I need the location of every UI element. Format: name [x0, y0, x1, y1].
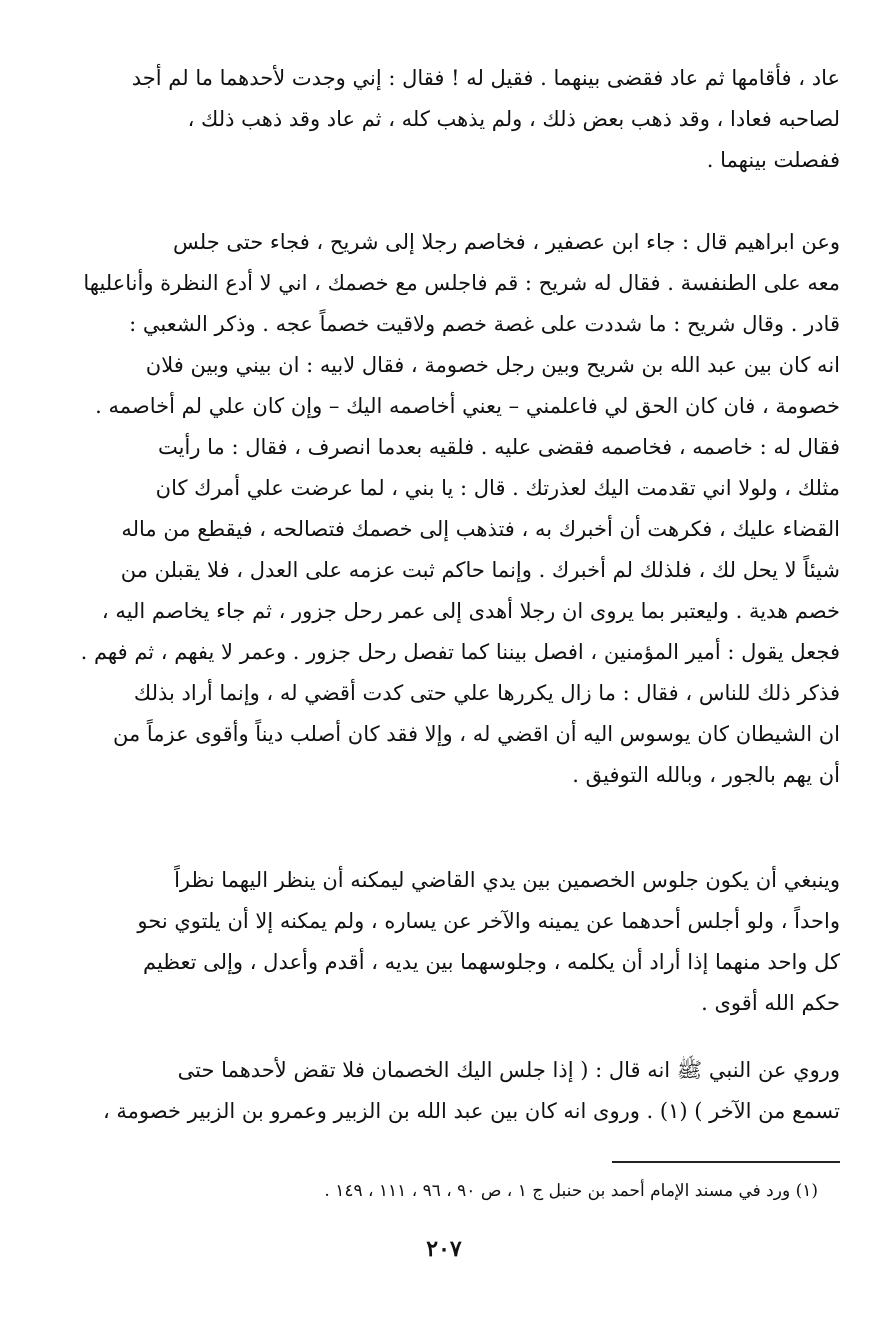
footnote: (١) ورد في مسند الإمام أحمد بن حنبل ج ١ ، ص ٩٠ ، ٩٦ ، ١١١ ، ١٤٩ . [324, 1181, 818, 1201]
text-line: كل واحد منهما إذا أراد أن يكلمه ، وجلوسهما بين يديه ، أقدم وأعدل ، وإلى تعظيم [142, 950, 840, 974]
text-line: خصم هدية . وليعتبر بما يروى ان رجلا أهدى إلى عمر رحل جزور ، ثم جاء يخاصم اليه ، [101, 599, 840, 623]
text-line: تسمع من الآخر ) (١) . وروى انه كان بين عبد الله بن الزبير وعمرو بن الزبير خصومة ، [102, 1099, 840, 1123]
text-line: شيئاً لا يحل لك ، فلذلك لم أخبرك . وإنما حاكم ثبت عزمه على العدل ، فلا يقبلن من [120, 558, 840, 582]
text-line: القضاء عليك ، فكرهت أن أخبرك به ، فتذهب إلى خصمك فتصالحه ، فيقطع من ماله [121, 517, 840, 541]
text-line: خصومة ، فان كان الحق لي فاعلمني – يعني أخاصمه اليك – وإن كان علي لم أخاصمه . [95, 394, 840, 418]
text-line: فذكر ذلك للناس ، فقال : ما زال يكررها علي حتى كدت أقضي له ، وإنما أراد بذلك [133, 681, 840, 705]
text-line: معه على الطنفسة . فقال له شريح : قم فاجلس مع خصمك ، اني لا أدع النظرة وأناعليها [83, 271, 840, 295]
text-line: حكم الله أقوى . [701, 991, 840, 1015]
page-number: ٢٠٧ [426, 1236, 462, 1262]
paragraph-4 [78, 1050, 840, 1132]
text-line: لصاحبه فعادا ، وقد ذهب بعض ذلك ، ولم يذهب كله ، ثم عاد وقد ذهب ذلك ، [187, 107, 840, 131]
text-line: انه كان بين عبد الله بن شريح وبين رجل خصومة ، فقال لابيه : ان بيني وبين فلان [145, 353, 840, 377]
text-line: مثلك ، ولولا اني تقدمت اليك لعذرتك . قال : يا بني ، لما عرضت علي أمرك كان [155, 476, 840, 500]
paragraph-2 [78, 222, 840, 796]
text-line: وروي عن النبي ﷺ انه قال : ( إذا جلس اليك الخصمان فلا تقض لأحدهما حتى [177, 1058, 840, 1082]
footnote-divider [612, 1161, 840, 1163]
paragraph-3 [78, 860, 840, 1024]
text-line: ان الشيطان كان يوسوس اليه أن اقضي له ، وإلا فقد كان أصلب ديناً وأقوى عزماً من [112, 722, 840, 746]
paragraph-1 [78, 58, 840, 181]
text-line: ففصلت بينهما . [706, 148, 840, 172]
text-line: قادر . وقال شريح : ما شددت على غصة خصم ولاقيت خصماً عجه . وذكر الشعبي : [129, 312, 840, 336]
text-line: فجعل يقول : أمير المؤمنين ، افصل بيننا كما تفصل رحل جزور . وعمر لا يفهم ، ثم فهم . [80, 640, 840, 664]
text-line: وعن ابراهيم قال : جاء ابن عصفير ، فخاصم رجلا إلى شريح ، فجاء حتى جلس [173, 230, 840, 254]
text-line: وينبغي أن يكون جلوس الخصمين بين يدي القاضي ليمكنه أن ينظر اليهما نظراً [174, 868, 840, 892]
text-line: أن يهم بالجور ، وبالله التوفيق . [572, 763, 840, 787]
text-line: عاد ، فأقامها ثم عاد فقضى بينهما . فقيل له ! فقال : إني وجدت لأحدهما ما لم أجد [131, 66, 840, 90]
text-line: واحداً ، ولو أجلس أحدهما عن يمينه والآخر عن يساره ، ولم يمكنه إلا أن يلتوي نحو [137, 909, 840, 933]
text-line: فقال له : خاصمه ، فخاصمه فقضى عليه . فلقيه بعدما انصرف ، فقال : ما رأيت [158, 435, 840, 459]
